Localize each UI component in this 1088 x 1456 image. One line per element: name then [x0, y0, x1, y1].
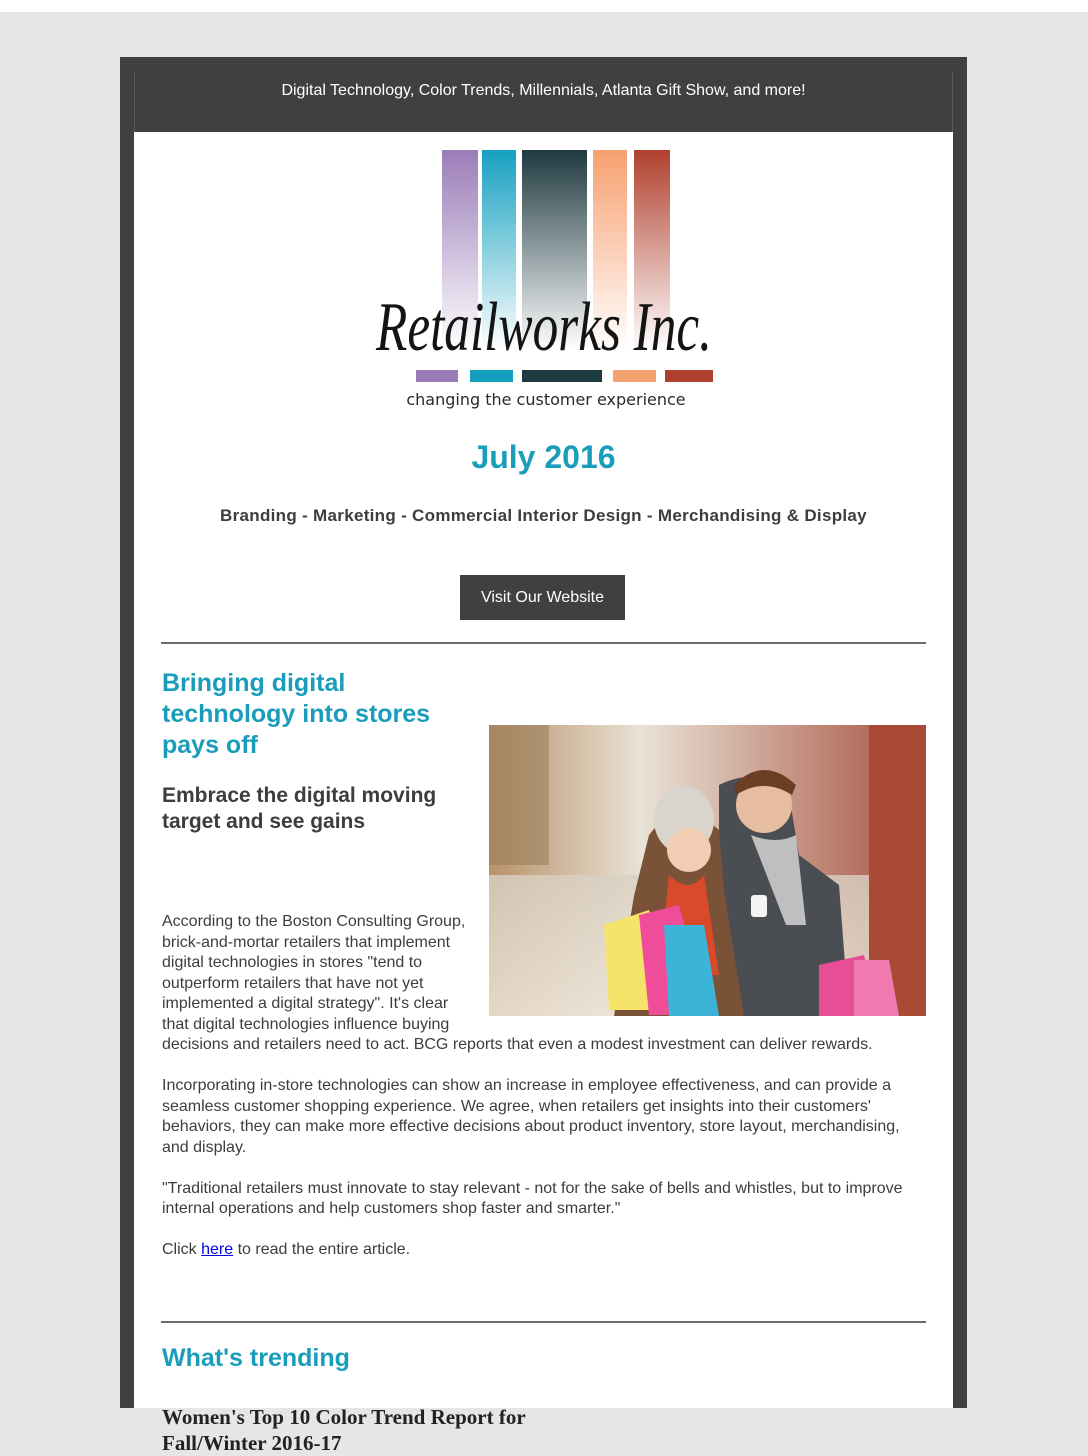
click-text: Click	[162, 1241, 202, 1258]
divider	[161, 1321, 926, 1323]
photo-spacer	[475, 912, 927, 1017]
logo-tagline: changing the customer experience	[406, 390, 686, 409]
retailworks-logo	[374, 150, 718, 412]
section-title: What's trending	[162, 1344, 350, 1372]
article-body	[162, 912, 927, 1281]
read-article-link[interactable]: here	[201, 1241, 234, 1258]
trend-item-title: Women's Top 10 Color Trend Report for Fall/Winter 2016-17	[162, 1405, 526, 1455]
divider	[161, 642, 926, 644]
top-band	[0, 0, 1088, 12]
article-paragraph: "Traditional retailers must innovate to stay relevant - not for the sake of bells and whistles, but to improve internal operations and help customers shop faster and smarter."	[162, 1179, 903, 1217]
issue-title: July 2016	[471, 439, 616, 475]
services-tagline: Branding - Marketing - Commercial Interior Design - Merchandising & Display	[220, 506, 867, 525]
logo-wordmark: Retailworks Inc.	[375, 289, 712, 366]
visit-website-button[interactable]: Visit Our Website	[460, 575, 625, 620]
email-frame	[120, 57, 967, 1455]
email-content	[134, 132, 953, 1455]
article-paragraph: According to the Boston Consulting Group, brick-and-mortar retailers that implement digital technologies in stores "tend to outperform retailers that have not yet implemented a digital strategy". It's clear that digital technologies influence buying decisions and retailers need to act. BCG reports that even a modest investment can deliver rewards.	[162, 913, 873, 1053]
article-subtitle: Embrace the digital moving target and see gains	[162, 784, 437, 833]
click-text-tail: to read the entire article.	[233, 1241, 411, 1258]
article-paragraph: Incorporating in-store technologies can show an increase in employee effectiveness, and can provide a seamless customer shopping experience. We agree, when retailers get insights into their customers' behaviors, they can make more effective decisions about product inventory, store layout, merchandising, and display.	[162, 1077, 900, 1156]
article-title: Bringing digital technology into stores pays off	[162, 669, 431, 759]
article-paragraph	[162, 1240, 927, 1261]
preheader: Digital Technology, Color Trends, Millennials, Atlanta Gift Show, and more!	[134, 71, 953, 132]
